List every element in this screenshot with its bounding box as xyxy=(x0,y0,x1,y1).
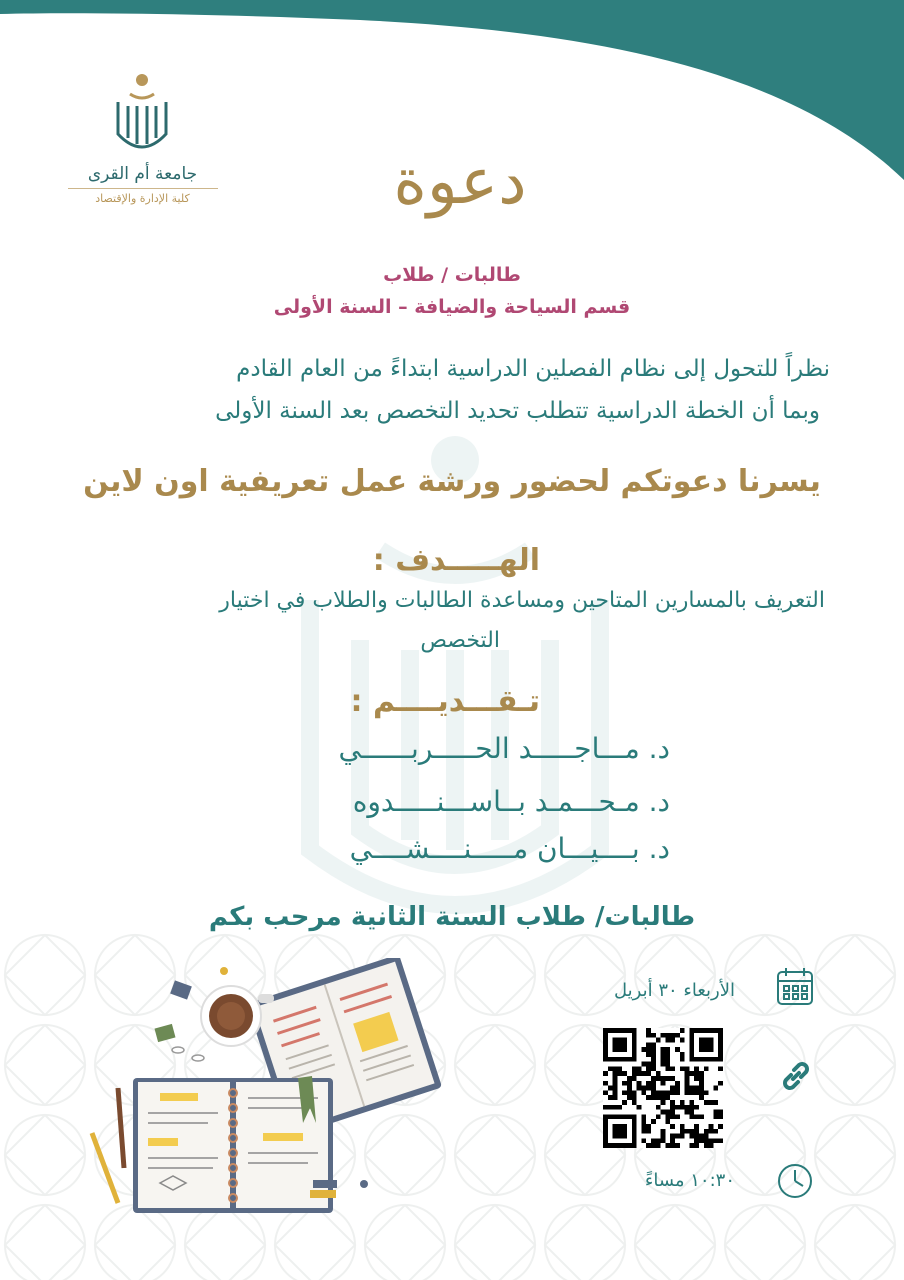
logo-divider xyxy=(68,188,218,189)
university-logo xyxy=(50,68,235,218)
presenter-name: د. بــــيـــان مـــــنــــشــــي xyxy=(349,832,670,865)
workshop-headline: يسرنا دعوتكم لحضور ورشة عمل تعريفية اون لاين xyxy=(83,464,821,499)
qr-code[interactable] xyxy=(603,1028,723,1148)
logo-emblem-icon xyxy=(112,68,172,156)
clock-icon xyxy=(776,1162,814,1200)
welcome-message: طالبات/ طلاب السنة الثانية مرحب بكم xyxy=(208,902,696,932)
presenter-name: د. مـــاجـــــد الحـــــربــــــي xyxy=(338,732,670,765)
presenters-heading: تـقـــديــــم : xyxy=(350,684,540,719)
university-name: جامعة أم القرى xyxy=(87,164,198,184)
notebook-illustration xyxy=(88,958,458,1218)
audience-line-1: طالبات / طلاب xyxy=(383,264,521,286)
intro-line-2: وبما أن الخطة الدراسية تتطلب تحديد التخصص بعد السنة الأولى xyxy=(215,398,820,424)
audience-line-2: قسم السياحة والضيافة – السنة الأولى xyxy=(273,296,631,318)
intro-line-1: نظراً للتحول إلى نظام الفصلين الدراسية ابتداءً من العام القادم xyxy=(236,356,830,382)
goal-text-line-2: التخصص xyxy=(420,628,500,653)
event-time: ١٠:٣٠ مساءً xyxy=(644,1170,735,1191)
link-icon[interactable] xyxy=(778,1058,814,1094)
college-name: كلية الإدارة والإقتصاد xyxy=(95,192,190,205)
goal-text-line-1: التعريف بالمسارين المتاحين ومساعدة الطالبات والطلاب في اختيار xyxy=(219,588,825,613)
invitation-title: دعوة xyxy=(393,145,527,219)
goal-heading: الهـــــدف : xyxy=(372,543,540,578)
event-date: الأربعاء ٣٠ أبريل xyxy=(614,980,735,1001)
calendar-icon xyxy=(776,966,814,1006)
presenter-name: د. مـحـــمـد بــاســـنـــــدوه xyxy=(352,785,670,818)
